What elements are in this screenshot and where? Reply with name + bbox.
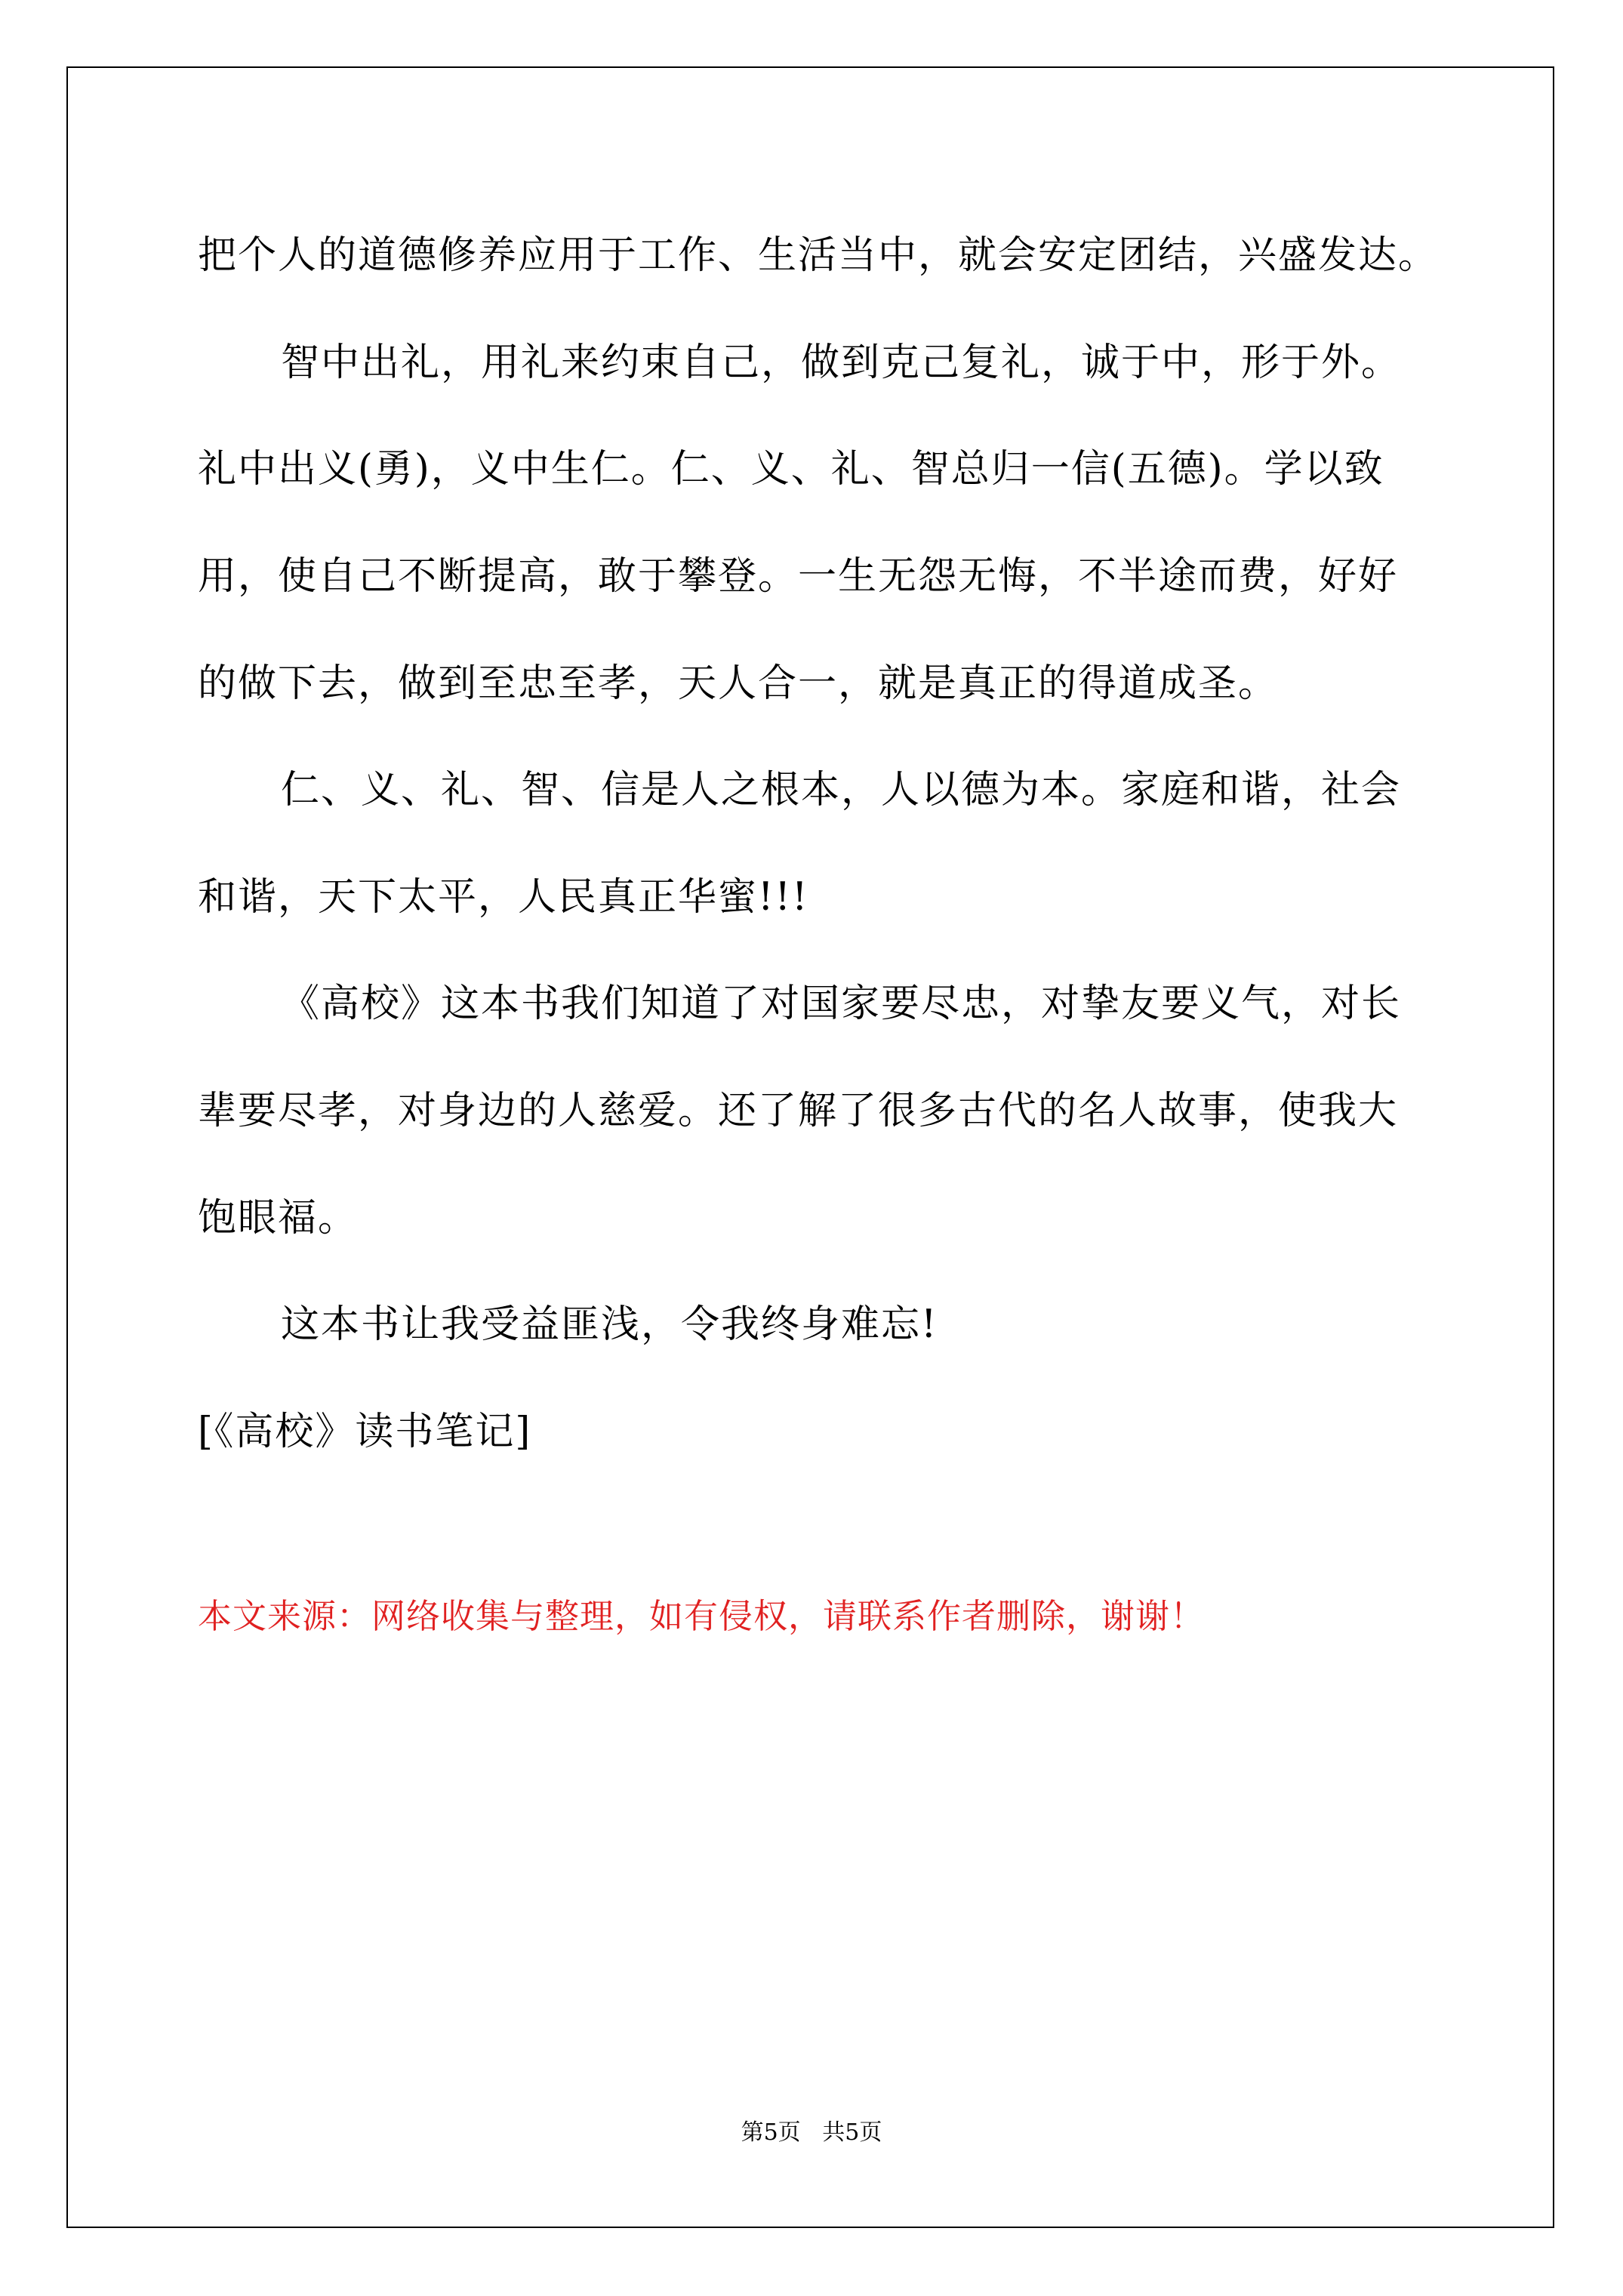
paragraph-line: 饱眼福。 bbox=[198, 1196, 359, 1240]
source-note: 本文来源：网络收集与整理，如有侵权，请联系作者删除，谢谢！ bbox=[198, 1596, 1206, 1636]
paragraph-line: 的做下去，做到至忠至孝，天人合一，就是真正的得道成圣。 bbox=[198, 661, 1279, 706]
paragraph-line: 仁、义、礼、智、信是人之根本，人以德为本。家庭和谐，社会 bbox=[281, 768, 1402, 812]
paragraph-line: [《高校》读书笔记] bbox=[198, 1410, 532, 1454]
paragraph-line: 用，使自己不断提高，敢于攀登。一生无怨无悔，不半途而费，好好 bbox=[198, 554, 1399, 599]
paragraph-line: 把个人的道德修养应用于工作、生活当中，就会安定团结，兴盛发达。 bbox=[198, 233, 1439, 278]
paragraph-line: 《高校》这本书我们知道了对国家要尽忠，对挚友要义气，对长 bbox=[281, 982, 1402, 1026]
paragraph-line: 和谐，天下太平，人民真正华蜜!!! bbox=[198, 875, 809, 920]
paragraph-line: 智中出礼，用礼来约束自己，做到克己复礼，诚于中，形于外。 bbox=[281, 341, 1402, 385]
paragraph-line: 这本书让我受益匪浅，令我终身难忘! bbox=[281, 1302, 938, 1347]
paragraph-line: 辈要尽孝，对身边的人慈爱。还了解了很多古代的名人故事，使我大 bbox=[198, 1089, 1399, 1133]
page-border bbox=[66, 66, 1554, 2228]
paragraph-line: 礼中出义(勇)，义中生仁。仁、义、礼、智总归一信(五德)。学以致 bbox=[198, 447, 1384, 492]
page-number: 第5页 共5页 bbox=[741, 2119, 882, 2146]
